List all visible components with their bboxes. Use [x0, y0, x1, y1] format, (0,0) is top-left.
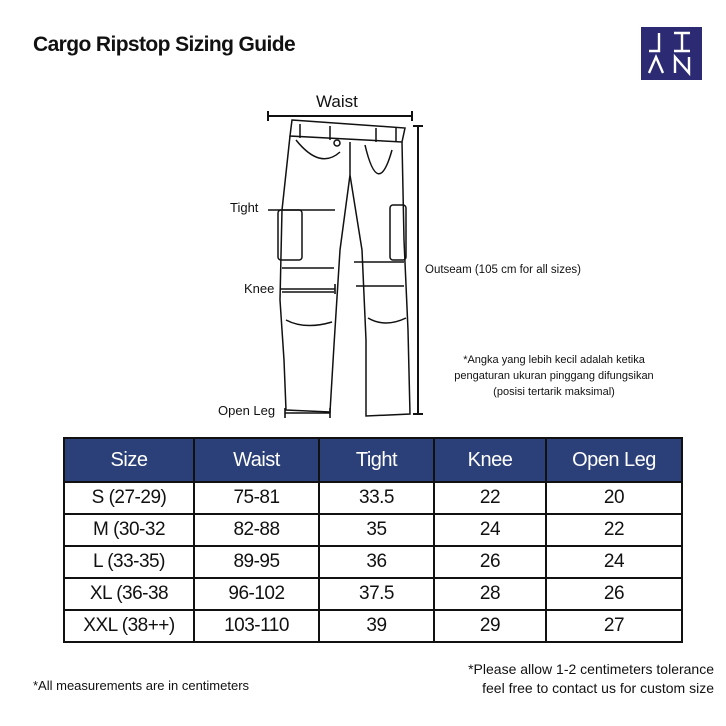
- cell: XL (36-38: [64, 578, 194, 610]
- tolerance-line: *Please allow 1-2 centimeters tolerance: [468, 661, 714, 677]
- custom-size-line: feel free to contact us for custom size: [482, 680, 714, 696]
- header-open-leg: Open Leg: [546, 438, 682, 482]
- cell: 36: [319, 546, 434, 578]
- outseam-label: Outseam (105 cm for all sizes): [425, 264, 581, 276]
- header-tight: Tight: [319, 438, 434, 482]
- cell: 26: [546, 578, 682, 610]
- cell: L (33-35): [64, 546, 194, 578]
- cell: 75-81: [194, 482, 319, 514]
- cell: 37.5: [319, 578, 434, 610]
- header-knee: Knee: [434, 438, 546, 482]
- cell: 28: [434, 578, 546, 610]
- tight-label: Tight: [230, 200, 259, 215]
- table-row: [64, 514, 682, 546]
- table-row: [64, 482, 682, 514]
- cell: 22: [546, 514, 682, 546]
- cell: 24: [434, 514, 546, 546]
- cell: 39: [319, 610, 434, 642]
- waist-label: Waist: [316, 92, 358, 111]
- table-row: [64, 610, 682, 642]
- cell: 22: [434, 482, 546, 514]
- cell: 27: [546, 610, 682, 642]
- cell: S (27-29): [64, 482, 194, 514]
- open-leg-label: Open Leg: [218, 403, 276, 418]
- cell: 82-88: [194, 514, 319, 546]
- tolerance-note: [468, 660, 714, 698]
- cell: 96-102: [194, 578, 319, 610]
- cell: 89-95: [194, 546, 319, 578]
- knee-label: Knee: [244, 281, 275, 296]
- header-size: Size: [64, 438, 194, 482]
- table-header-row: [64, 438, 682, 482]
- cell: 35: [319, 514, 434, 546]
- cell: 29: [434, 610, 546, 642]
- cell: 103-110: [194, 610, 319, 642]
- table-row: [64, 546, 682, 578]
- cell: XXL (38++): [64, 610, 194, 642]
- units-note: *All measurements are in centimeters: [33, 678, 250, 693]
- cell: 20: [546, 482, 682, 514]
- cell: 24: [546, 546, 682, 578]
- header-waist: Waist: [194, 438, 319, 482]
- cell: 33.5: [319, 482, 434, 514]
- table-row: [64, 578, 682, 610]
- size-table: [63, 437, 683, 643]
- page-title: Cargo Ripstop Sizing Guide: [33, 33, 296, 56]
- waist-note: *Angka yang lebih kecil adalah ketika pengaturan ukuran pinggang difungsikan (posisi tertarik maksimal): [454, 354, 654, 398]
- cell: M (30-32: [64, 514, 194, 546]
- cell: 26: [434, 546, 546, 578]
